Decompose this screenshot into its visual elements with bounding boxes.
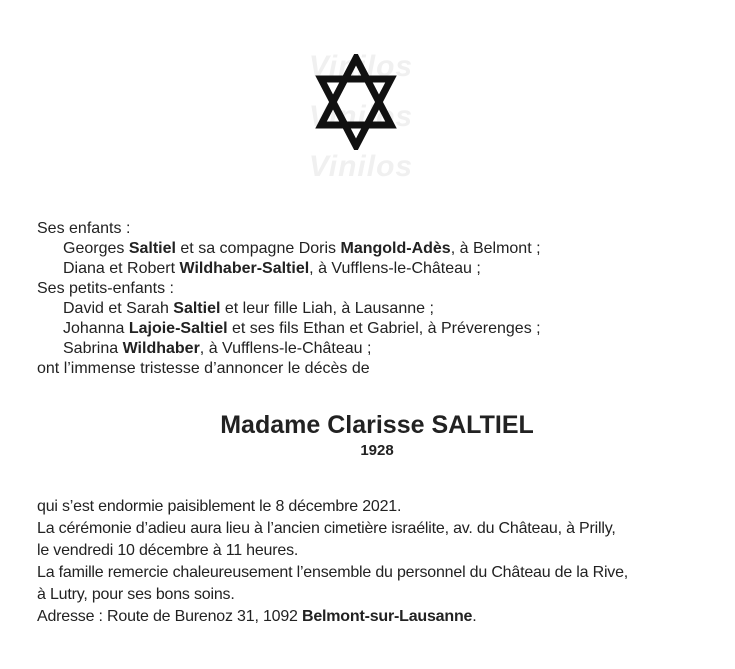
details-section [37, 496, 727, 628]
bold-name-text: Saltiel [173, 300, 221, 317]
address-line [37, 606, 727, 628]
star-of-david-icon [312, 54, 400, 150]
regular-text: La famille remercie chaleureusement l’ensemble du personnel du Château de la Rive, [37, 564, 629, 581]
regular-text: et sa compagne Doris [175, 240, 341, 257]
family-line [37, 339, 727, 359]
regular-text: Ses petits-enfants : [37, 280, 174, 297]
bold-name-text: Wildhaber-Saltiel [179, 260, 310, 277]
family-heading-grandchildren [37, 279, 727, 299]
birth-year: 1928 [360, 442, 394, 459]
regular-text: et ses fils Ethan et Gabriel, à Préverenges ; [227, 320, 541, 337]
ceremony-time-line [37, 540, 727, 562]
regular-text: Johanna [63, 320, 129, 337]
family-section [37, 219, 727, 379]
ceremony-line [37, 518, 727, 540]
regular-text: Ses enfants : [37, 220, 131, 237]
watermark-text: Vinilos [308, 100, 414, 133]
thanks-line-2 [37, 584, 727, 606]
announcement-section [37, 410, 717, 460]
regular-text: , à Vufflens-le-Château ; [309, 260, 481, 277]
family-line [37, 299, 727, 319]
family-line [37, 319, 727, 339]
bold-name-text: Mangold-Adès [340, 240, 451, 257]
regular-text: ont l’immense tristesse d’annoncer le décès de [37, 360, 370, 377]
thanks-line [37, 562, 727, 584]
regular-text: qui s’est endormie paisiblement le 8 décembre 2021. [37, 498, 402, 515]
regular-text: Diana et Robert [63, 260, 180, 277]
family-heading-children [37, 219, 727, 239]
watermark-text: Vinilos [308, 150, 414, 183]
regular-text: le vendredi 10 décembre à 11 heures. [37, 542, 299, 559]
bold-name-text: Wildhaber [122, 340, 200, 357]
regular-text: , à Belmont ; [450, 240, 541, 257]
regular-text: David et Sarah [63, 300, 174, 317]
regular-text: La cérémonie d’adieu aura lieu à l’ancien cimetière israélite, av. du Château, à Prilly, [37, 520, 616, 537]
family-line [37, 239, 727, 259]
regular-text: , à Vufflens-le-Château ; [199, 340, 372, 357]
regular-text: Adresse : Route de Burenoz 31, 1092 [37, 608, 302, 625]
regular-text: à Lutry, pour ses bons soins. [37, 586, 235, 603]
death-date-line [37, 496, 727, 518]
regular-text: . [472, 608, 477, 625]
regular-text: Georges [63, 240, 129, 257]
bold-name-text: Lajoie-Saltiel [128, 320, 228, 337]
family-line [37, 259, 727, 279]
regular-text: et leur fille Liah, à Lausanne ; [220, 300, 434, 317]
watermark-text: Vinilos [308, 50, 414, 83]
bold-name-text: Belmont-sur-Lausanne [301, 608, 473, 625]
announcement-intro [37, 359, 727, 379]
deceased-name: Madame Clarisse SALTIEL [220, 411, 534, 439]
bold-name-text: Saltiel [128, 240, 176, 257]
regular-text: Sabrina [63, 340, 123, 357]
